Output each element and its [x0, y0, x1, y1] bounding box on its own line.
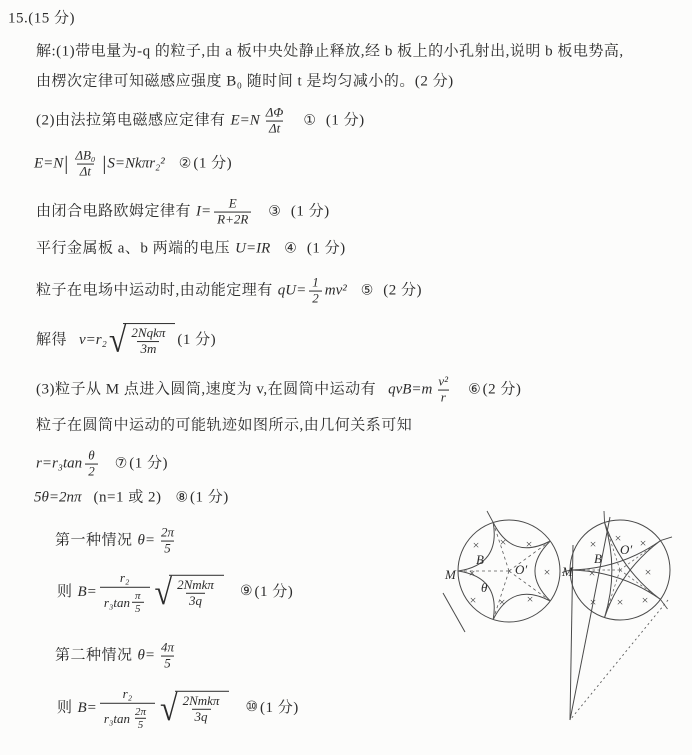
field-into-page-icon: ×	[469, 593, 477, 607]
fraction-denominator: Δt	[77, 164, 94, 180]
formula-circular-motion	[36, 375, 521, 406]
field-into-page-icon: ×	[588, 566, 596, 580]
case1-heading	[55, 526, 180, 557]
equation-text: E=N	[34, 155, 64, 172]
fraction-denominator: 5	[161, 656, 174, 672]
equation-tag: ⑤	[360, 282, 374, 299]
field-into-page-icon: ×	[526, 592, 534, 606]
score-text: (1 分)	[306, 240, 346, 257]
fraction	[309, 276, 322, 307]
fraction-denominator: r	[438, 390, 449, 406]
fraction-numerator: 2Nmkπ	[177, 577, 214, 593]
solution-part1-line1	[36, 43, 624, 62]
square-root	[160, 687, 229, 728]
formula-ohm-law	[36, 197, 330, 228]
formula-emf	[34, 149, 232, 180]
fraction-denominator: 5	[135, 718, 147, 731]
denominator-text: r₃tan	[103, 594, 131, 610]
fraction-numerator: π	[135, 590, 141, 603]
formula-geometry-radius	[36, 449, 168, 480]
fraction-numerator: r₂	[122, 685, 133, 701]
angle-theta-label: θ	[481, 580, 488, 595]
trajectory-overshoot	[487, 511, 493, 523]
fraction	[174, 578, 217, 609]
trajectory-diagram-case2	[552, 505, 692, 755]
formula-lead-text: 平行金属板 a、b 两端的电压	[36, 240, 231, 257]
field-into-page-icon: ×	[639, 536, 647, 550]
fraction-numerator: 2π	[135, 706, 147, 719]
radicand	[169, 575, 224, 609]
field-into-page-icon: ×	[616, 595, 624, 609]
fraction-numerator: ΔB₀	[75, 147, 96, 163]
equation-tag: ⑧	[175, 489, 189, 506]
equation-text: B=	[77, 583, 97, 600]
score-text: (2 分)	[383, 282, 423, 299]
abs-bar: |	[64, 153, 69, 175]
solution-text: 粒子在圆筒中运动的可能轨迹如图所示,由几何关系可知	[36, 417, 413, 434]
field-into-page-icon: ×	[589, 537, 597, 551]
formula-faraday-law	[36, 106, 365, 137]
field-into-page-icon: ×	[543, 565, 551, 579]
equation-tag: ⑦	[114, 455, 128, 472]
center-O-label: O′	[620, 542, 633, 557]
fraction-denominator: 5	[161, 541, 174, 557]
formula-voltage	[36, 240, 346, 259]
fraction	[214, 197, 251, 228]
fraction	[435, 375, 451, 406]
fraction-numerator: 2Nqkπ	[131, 325, 166, 341]
square-root	[108, 319, 176, 360]
radicand	[175, 691, 230, 725]
equation-text: qU=	[277, 282, 307, 299]
fraction-numerator: r₂	[119, 569, 130, 585]
fraction	[72, 149, 98, 180]
tangent-line-dotted	[570, 600, 668, 720]
formula-B-case2	[57, 685, 299, 731]
big-fraction	[100, 569, 150, 615]
field-into-page-icon: ×	[499, 535, 507, 549]
fraction-denominator: 3q	[186, 593, 205, 609]
score-text: (1 分)	[129, 455, 168, 472]
case2-heading	[55, 641, 180, 672]
denominator-text: r₃tan	[103, 710, 131, 726]
formula-lead-text: 由闭合电路欧姆定律有	[36, 203, 192, 220]
problem-number-text: 15.(15 分)	[8, 10, 75, 27]
nested-fraction	[132, 590, 144, 615]
field-into-page-icon: ×	[614, 531, 622, 545]
fraction-denominator	[100, 587, 150, 615]
formula-work-energy	[36, 276, 422, 307]
formula-angle-condition	[34, 489, 229, 508]
equation-tag: ①	[303, 112, 316, 129]
score-text: (1 分)	[190, 489, 229, 506]
equation-text: I=	[196, 203, 212, 220]
equation-tag: ⑩	[245, 699, 258, 716]
entry-line	[443, 593, 465, 632]
fraction	[85, 449, 98, 480]
fraction-numerator: 2Nmkπ	[182, 693, 220, 709]
equation-tag: ②	[178, 155, 192, 172]
field-into-page-icon: ×	[589, 595, 597, 609]
fraction	[158, 526, 177, 557]
equation-text: S=Nkπr₂²	[107, 155, 165, 172]
equation-tag: ③	[268, 203, 281, 220]
equation-text: r=r₃tan	[36, 455, 83, 472]
formula-lead-text: 解得	[36, 331, 68, 348]
fraction-numerator: θ	[88, 447, 95, 463]
fraction-denominator: 2	[85, 464, 98, 480]
equation-tag: ④	[284, 240, 297, 257]
solution-text: 解:(1)带电量为-q 的粒子,由 a 板中央处静止释放,经 b 板上的小孔射出,说明 b 板电势高,	[36, 43, 624, 60]
radical-sign: √	[108, 319, 127, 360]
nested-fraction	[132, 706, 149, 731]
fraction-denominator: Δt	[266, 121, 283, 137]
equation-text: mv²	[324, 282, 347, 299]
solution-text: 由楞次定律可知磁感应强度 B₀ 随时间 t 是均匀减小的。(2 分)	[36, 73, 454, 90]
equation-text: 5θ=2nπ	[34, 489, 82, 506]
point-M-label: M	[562, 564, 573, 579]
fraction	[263, 106, 287, 137]
score-text: (1 分)	[254, 583, 294, 600]
score-text: (1 分)	[290, 203, 330, 220]
fraction-denominator: 3q	[192, 709, 211, 725]
equation-text: θ=	[137, 647, 156, 664]
equation-text: v=r₂	[79, 331, 107, 348]
formula-lead-text: 则	[57, 699, 73, 716]
fraction-numerator: E	[228, 195, 237, 211]
field-into-page-icon: ×	[644, 565, 652, 579]
fraction-numerator: 1	[312, 274, 319, 290]
score-text: (1 分)	[325, 112, 365, 129]
fraction-numerator: ΔΦ	[265, 104, 284, 120]
fraction-numerator: 4π	[161, 639, 175, 655]
field-into-page-icon: ×	[472, 538, 480, 552]
fraction-denominator: 2	[309, 291, 322, 307]
condition-text: (n=1 或 2)	[93, 489, 162, 506]
formula-velocity-result	[36, 319, 217, 360]
point-M-label: M	[445, 567, 456, 582]
fraction-denominator	[100, 703, 155, 731]
formula-lead-text: (2)由法拉第电磁感应定律有	[36, 112, 226, 129]
radical-sign: √	[160, 687, 178, 728]
abs-bar: |	[102, 153, 107, 175]
problem-number	[8, 10, 75, 29]
case-label: 第二种情况	[55, 647, 133, 664]
radical-sign: √	[154, 571, 173, 612]
field-into-page-icon: ×	[498, 595, 506, 609]
solution-part3-text	[36, 417, 412, 436]
field-B-label: B	[594, 551, 602, 566]
solution-part1-line2	[36, 73, 454, 92]
formula-lead-text: 则	[57, 583, 73, 600]
equation-tag: ⑥	[468, 381, 481, 398]
center-O-label: O′	[515, 562, 528, 577]
fraction-denominator: 3m	[137, 341, 159, 357]
fraction	[180, 694, 223, 725]
score-text: (1 分)	[260, 699, 299, 716]
field-into-page-icon: ×	[525, 537, 533, 551]
formula-lead-text: 粒子在电场中运动时,由动能定理有	[36, 282, 273, 299]
equation-text: qvB=m	[388, 381, 433, 398]
equation-text: B=	[77, 699, 97, 716]
equation-text: θ=	[137, 532, 156, 549]
fraction-numerator: 2π	[161, 524, 175, 540]
score-text: (1 分)	[193, 155, 233, 172]
formula-B-case1	[57, 569, 293, 615]
case-label: 第一种情况	[55, 532, 133, 549]
big-fraction	[100, 685, 155, 731]
fraction-numerator: v²	[438, 373, 449, 389]
equation-text: U=IR	[235, 240, 271, 257]
fraction-denominator: R+2R	[214, 212, 251, 228]
fraction	[158, 641, 177, 672]
equation-text: E=N	[230, 112, 260, 129]
square-root	[154, 571, 224, 612]
field-into-page-icon: ×	[641, 593, 649, 607]
fraction-denominator: 5	[132, 602, 144, 615]
score-text: (1 分)	[177, 331, 217, 348]
field-into-page-icon: ×	[468, 566, 476, 580]
equation-tag: ⑨	[239, 583, 253, 600]
field-B-label: B	[476, 552, 484, 567]
radicand	[123, 323, 175, 357]
fraction	[128, 326, 168, 357]
score-text: (2 分)	[482, 381, 522, 398]
formula-lead-text: (3)粒子从 M 点进入圆筒,速度为 v,在圆筒中运动有	[36, 381, 377, 398]
